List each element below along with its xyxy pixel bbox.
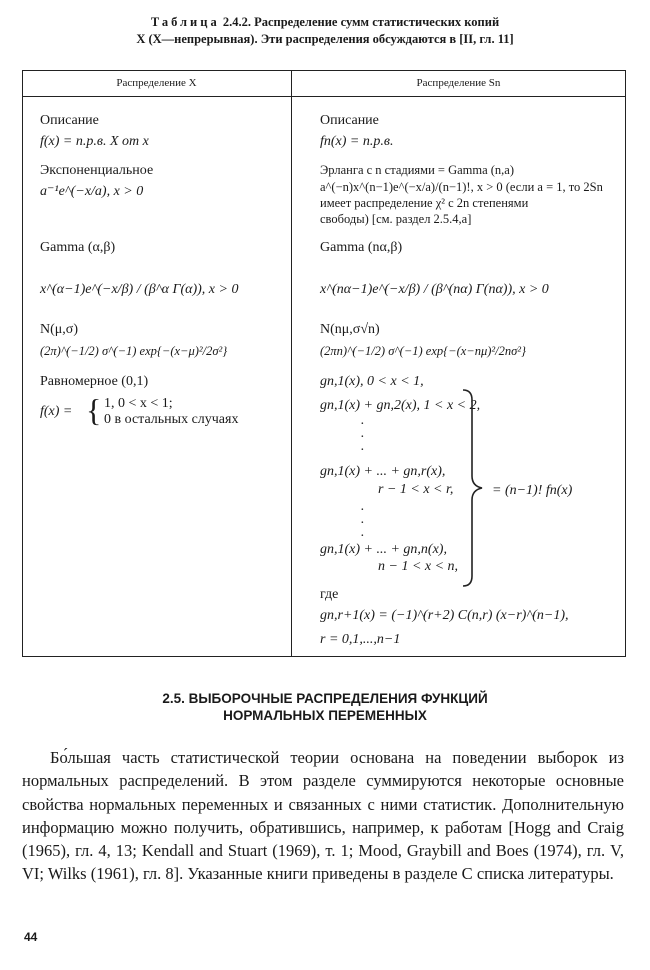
caption-number: 2.4.2. — [222, 15, 251, 29]
body-paragraph — [22, 746, 624, 886]
right-convolution-range-n: n − 1 < x < n, — [378, 559, 459, 574]
right-convolution-line-1: gn,1(x), 0 < x < 1, — [320, 374, 424, 389]
left-uniform-label: Равномерное (0,1) — [40, 374, 149, 389]
caption-line-2: X (X—непрерывная). Эти распределения обсуждаются в [II, гл. 11] — [136, 32, 514, 46]
left-gamma-formula: x^(α−1)e^(−x/β) / (β^α Γ(α)), x > 0 — [40, 282, 239, 297]
caption-line-1 — [0, 14, 650, 31]
right-erlang-label: Эрланга с n стадиями = Gamma (n,a) — [320, 163, 515, 177]
right-description-label: Описание — [320, 113, 379, 128]
right-convolution-line-r: gn,1(x) + ... + gn,r(x), — [320, 464, 446, 479]
right-g-definition: gn,r+1(x) = (−1)^(r+2) C(n,r) (x−r)^(n−1), — [320, 608, 569, 623]
section-heading-line-2: НОРМАЛЬНЫХ ПЕРЕМЕННЫХ — [223, 708, 427, 723]
right-normal-label: N(nμ,σ√n) — [320, 322, 380, 337]
right-vertical-dots-2: · · · — [360, 503, 365, 544]
right-gamma-label: Gamma (nα,β) — [320, 240, 403, 255]
right-convolution-range-r: r − 1 < x < r, — [378, 482, 454, 497]
left-normal-formula: (2π)^(−1/2) σ^(−1) exp{−(x−μ)²/2σ²} — [40, 344, 228, 358]
left-exponential-formula: a⁻¹e^(−x/a), x > 0 — [40, 184, 144, 199]
caption-title: Распределение сумм статистических копий — [254, 15, 500, 29]
right-erlang-note-1: имеет распределение χ² с 2n степенями — [320, 196, 529, 210]
left-description-pdf: f(x) = п.р.в. X от x — [40, 134, 149, 149]
right-r-range: r = 0,1,...,n−1 — [320, 632, 401, 647]
table-right-border — [625, 70, 626, 657]
section-heading-line-1: 2.5. ВЫБОРОЧНЫЕ РАСПРЕДЕЛЕНИЯ ФУНКЦИЙ — [162, 691, 488, 706]
right-normal-formula: (2πn)^(−1/2) σ^(−1) exp{−(x−nμ)²/2nσ²} — [320, 344, 527, 358]
right-curly-brace — [460, 388, 486, 588]
section-heading — [0, 690, 650, 724]
page-number: 44 — [24, 930, 38, 944]
caption-label: Таблица — [150, 15, 220, 29]
left-uniform-brace: { — [86, 392, 102, 428]
right-description-pdf: fn(x) = п.р.в. — [320, 134, 394, 149]
left-normal-label: N(μ,σ) — [40, 322, 78, 337]
right-convolution-line-2: gn,1(x) + gn,2(x), 1 < x < 2, — [320, 398, 481, 413]
left-exponential-label: Экспоненциальное — [40, 163, 154, 178]
left-uniform-case-2: 0 в остальных случаях — [104, 412, 239, 427]
right-gamma-formula: x^(nα−1)e^(−x/β) / (β^(nα) Γ(nα)), x > 0 — [320, 282, 549, 297]
right-convolution-line-n: gn,1(x) + ... + gn,n(x), — [320, 542, 447, 557]
right-erlang-note-2: свободы) [см. раздел 2.5.4,a] — [320, 212, 472, 226]
right-where-label: где — [320, 587, 339, 602]
body-paragraph-text: Бо́льшая часть статистической теории основана на поведении выборок из нормальных распределений. В этом разделе суммируются некоторые основные свойства нормальных переменных и связанных с ними статистик. Дополнительную информацию можно получить, обратившись, например, к работам [Hogg and Craig (1965), гл. 4, 13; Kendall and Stuart (1969), т. 1; Mood, Graybill and Boes (1974), гл. V, VI; Wilks (1961), гл. 8]. Указанные книги приведены в разделе С списка литературы. — [22, 748, 624, 884]
table-column-divider — [291, 70, 292, 657]
table-bottom-rule — [22, 656, 626, 657]
column-header-left: Распределение X — [116, 77, 197, 89]
left-description-label: Описание — [40, 113, 99, 128]
left-uniform-case-1: 1, 0 < x < 1; — [104, 396, 173, 411]
right-erlang-formula: a^(−n)x^(n−1)e^(−x/a)/(n−1)!, x > 0 (если a = 1, то 2Sn — [320, 180, 603, 194]
right-convolution-result: = (n−1)! fn(x) — [492, 483, 573, 498]
table-header-rule — [22, 96, 626, 97]
column-header-right: Распределение Sn — [416, 77, 501, 89]
table-caption — [0, 14, 650, 48]
right-vertical-dots-1: · · · — [360, 417, 365, 458]
left-uniform-fx: f(x) = — [40, 404, 73, 419]
table-left-border — [22, 70, 23, 657]
left-gamma-label: Gamma (α,β) — [40, 240, 116, 255]
